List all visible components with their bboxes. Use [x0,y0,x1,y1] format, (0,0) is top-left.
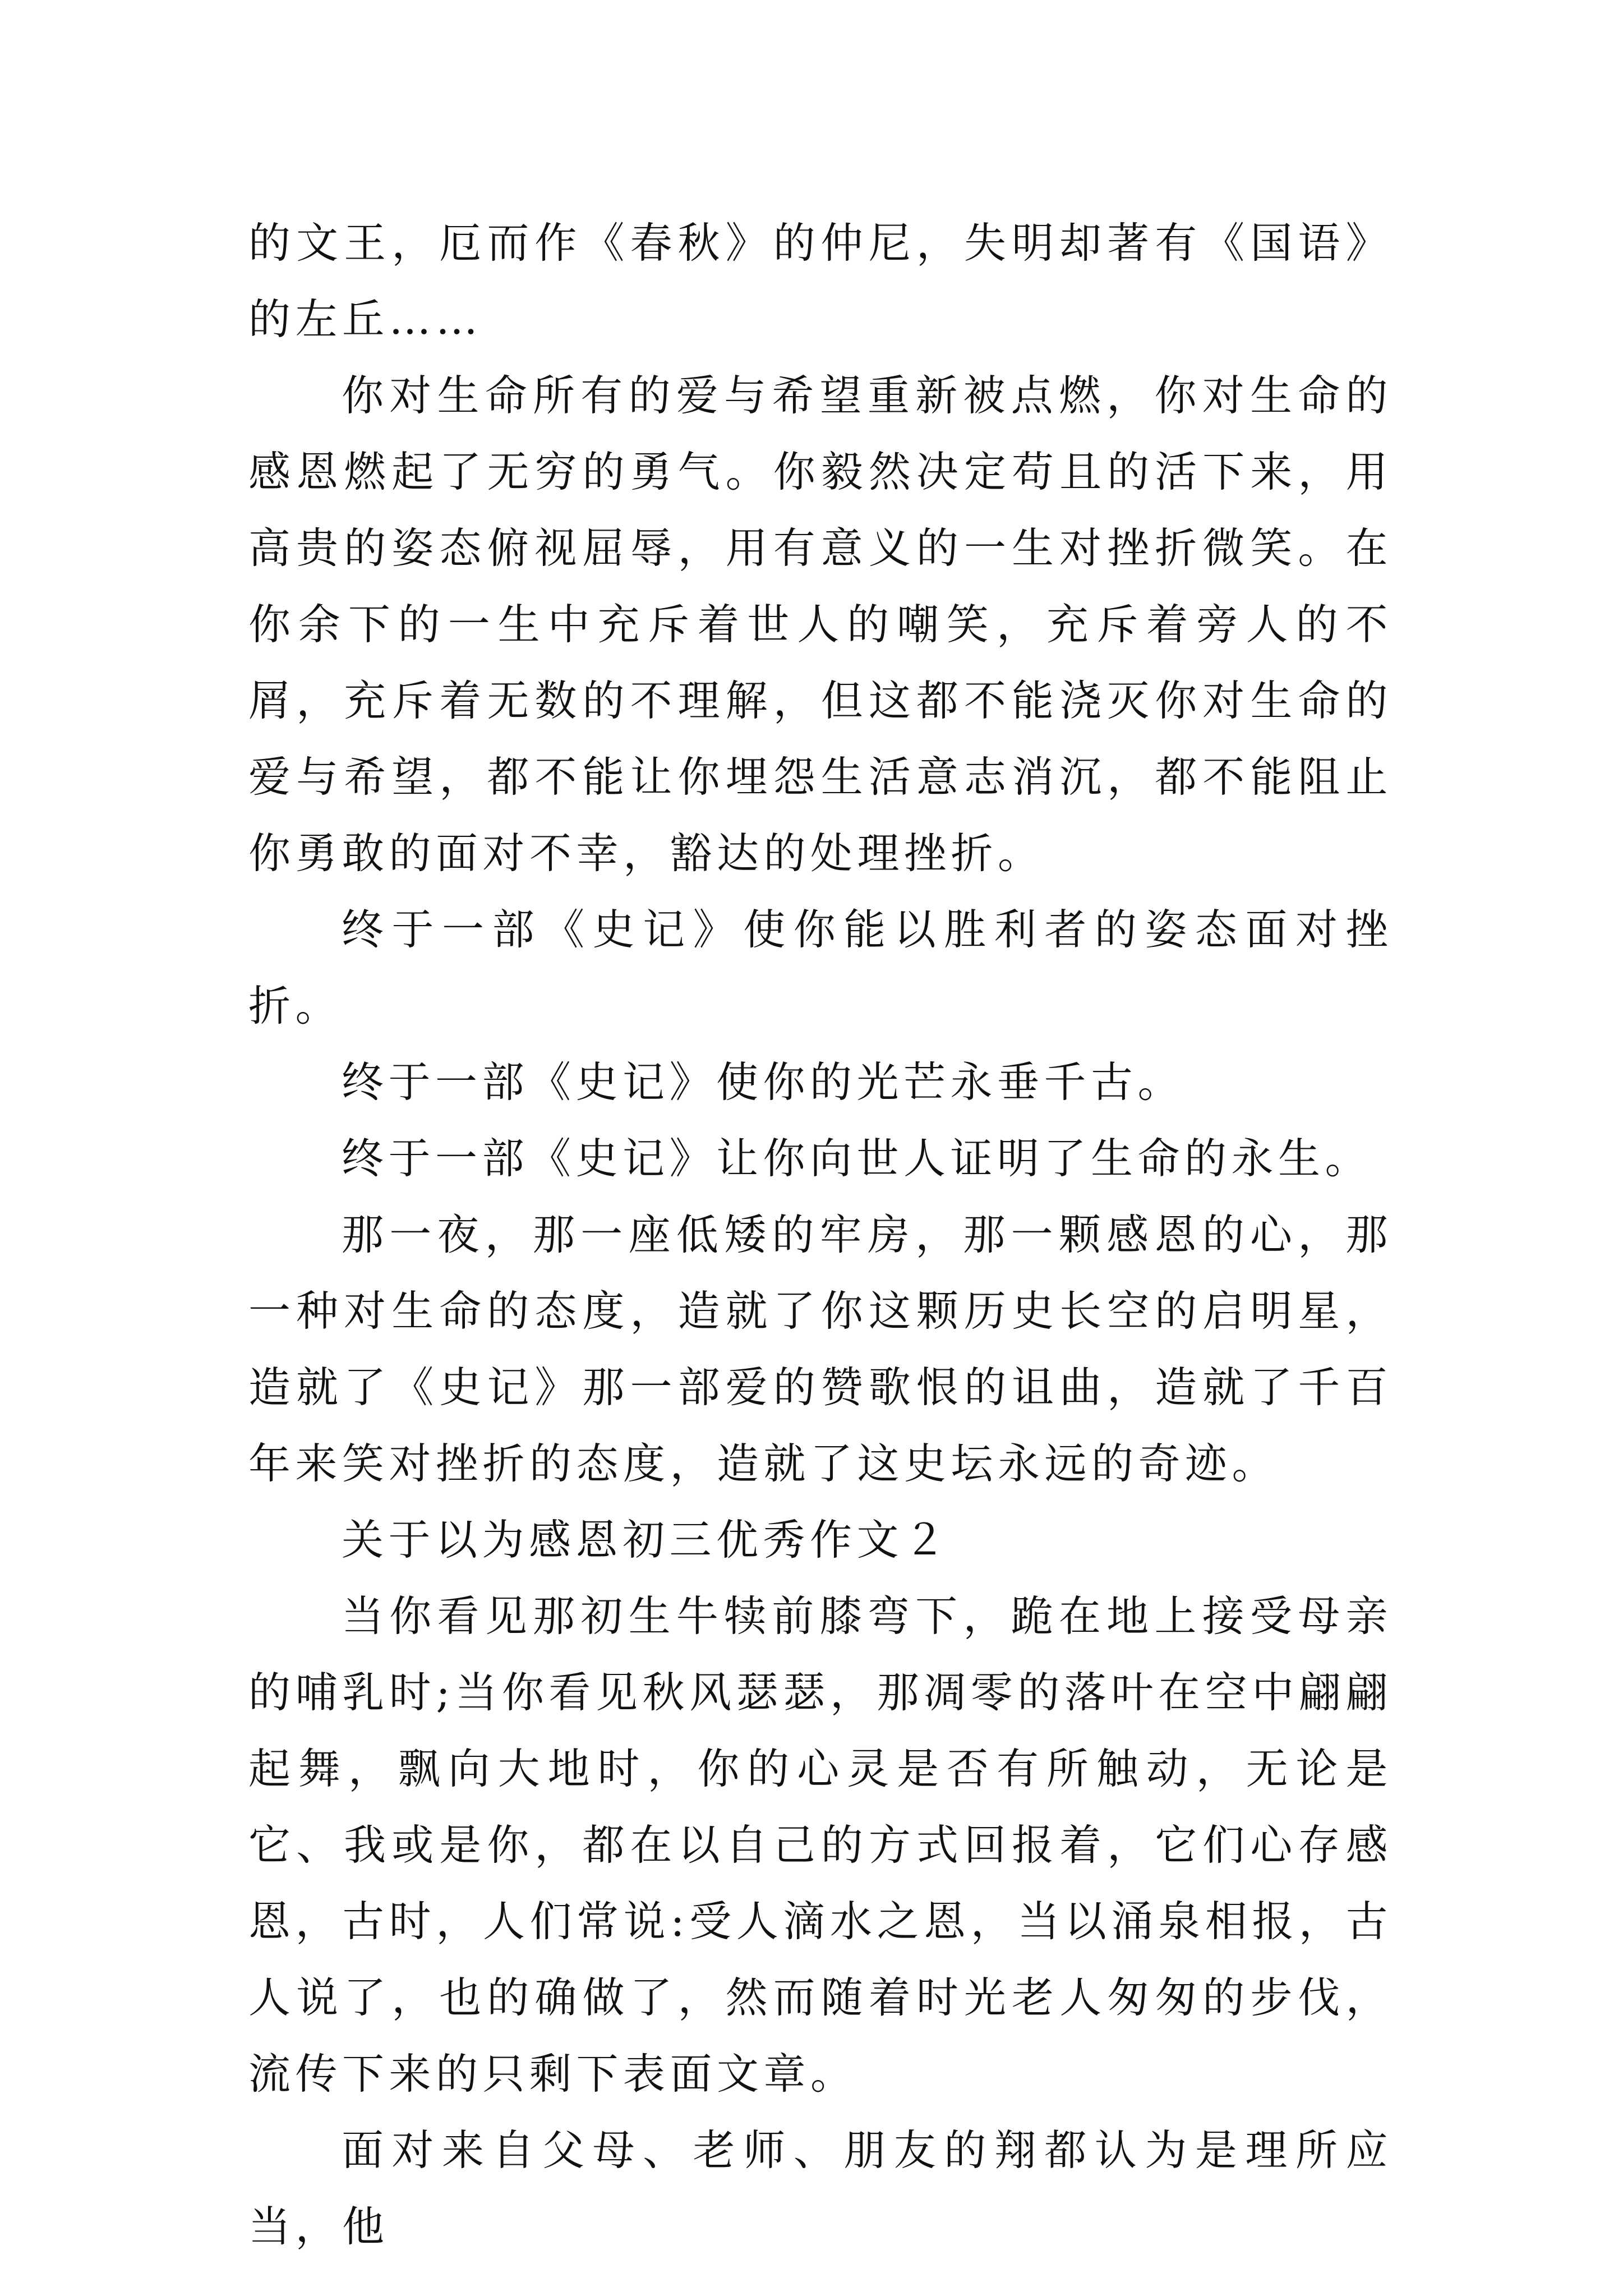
paragraph-shiji-light: 终于一部《史记》使你的光芒永垂千古。 [342,1057,1185,1107]
document-body [248,205,1393,2265]
paragraph-that-night: 那一夜，那一座低矮的牢房，那一颗感恩的心，那一种对生命的态度，造就了你这颗历史长空的启明星，造就了《史记》那一部爱的赞歌恨的诅曲，造就了千百年来笑对挫折的态度，造就了这史坛永远的奇迹。 [248,1210,1393,1488]
paragraph-shiji-eternal: 终于一部《史记》让你向世人证明了生命的永生。 [342,1134,1372,1183]
paragraph-shiji-victory: 终于一部《史记》使你能以胜利者的姿态面对挫折。 [248,905,1393,1030]
section-heading: 关于以为感恩初三优秀作文２ [342,1515,951,1565]
paragraph-parents-teachers: 面对来自父母、老师、朋友的翔都认为是理所应当，他 [248,2125,1393,2251]
paragraph-continuation: 的文王，厄而作《春秋》的仲尼，失明却著有《国语》的左丘…… [248,218,1393,344]
paragraph-gratitude-nature: 当你看见那初生牛犊前膝弯下，跪在地上接受母亲的哺乳时;当你看见秋风瑟瑟，那凋零的落叶在空中翩翩起舞，飘向大地时，你的心灵是否有所触动，无论是它、我或是你，都在以自己的方式回报着，它们心存感恩，古时，人们常说:受人滴水之恩，当以涌泉相报，古人说了，也的确做了，然而随着时光老人匆匆的步伐，流传下来的只剩下表面文章。 [248,1591,1393,2099]
paragraph-love-and-hope: 你对生命所有的爱与希望重新被点燃，你对生命的感恩燃起了无穷的勇气。你毅然决定苟且的活下来，用高贵的姿态俯视屈辱，用有意义的一生对挫折微笑。在你余下的一生中充斥着世人的嘲笑，充斥着旁人的不屑，充斥着无数的不理解，但这都不能浇灭你对生命的爱与希望，都不能让你埋怨生活意志消沉，都不能阻止你勇敢的面对不幸，豁达的处理挫折。 [248,371,1393,878]
